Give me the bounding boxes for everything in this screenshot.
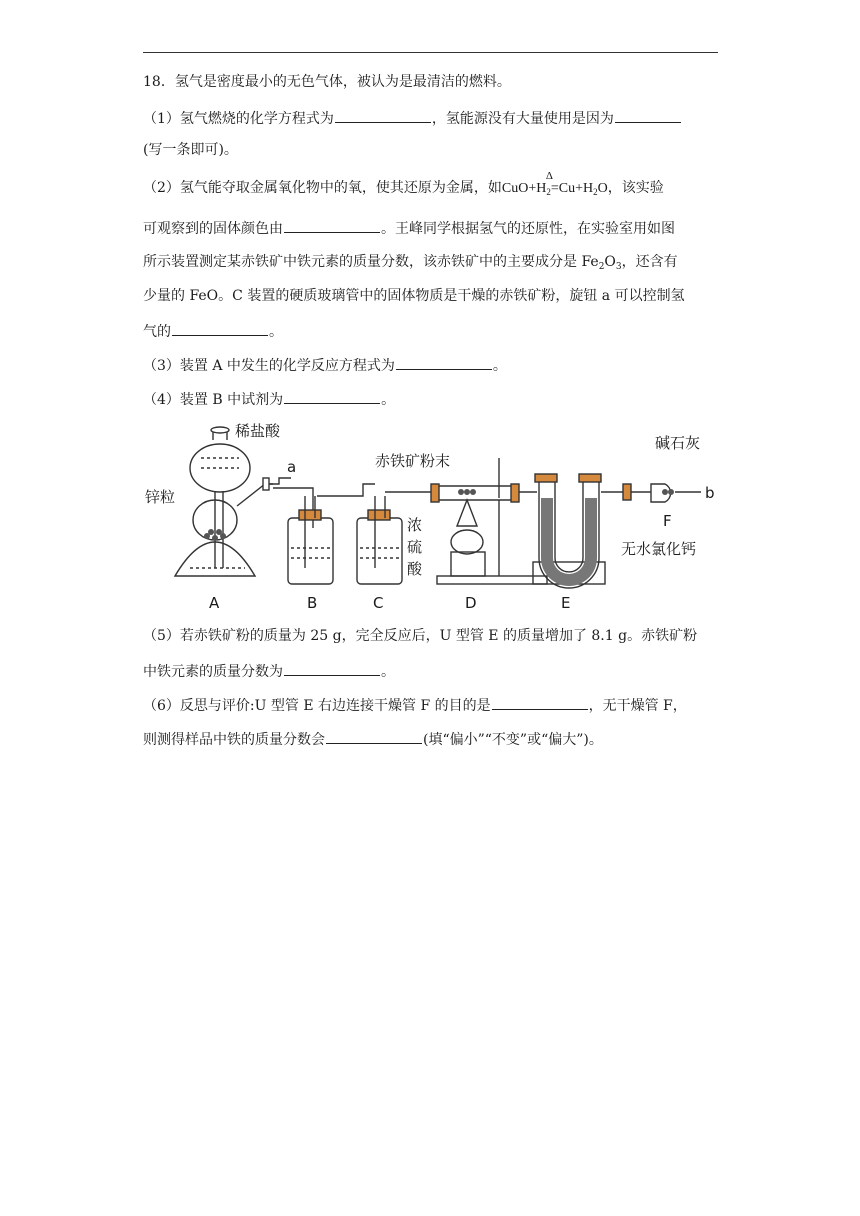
label-C: C — [373, 594, 384, 612]
label-hematite: 赤铁矿粉末 — [375, 452, 451, 470]
apparatus-D — [431, 458, 547, 584]
part-4: （4）装置 B 中试剂为 。 — [143, 388, 733, 410]
answer-blank[interactable] — [396, 354, 492, 370]
label-cacl2: 无水氯化钙 — [621, 540, 697, 558]
label-conc-3: 酸 — [407, 560, 423, 578]
label-D: D — [465, 594, 477, 612]
answer-blank[interactable] — [335, 107, 431, 123]
chemical-equation: $CuO+H_2$ Δ $=Cu+H_2O$ — [501, 170, 608, 197]
question-stem: 18．氢气是密度最小的无色气体，被认为是最清洁的燃料。 — [143, 74, 511, 90]
label-A: A — [209, 594, 220, 612]
apparatus-A — [175, 427, 273, 576]
part-1-text-b: ，氢能源没有大量使用是因为 — [431, 111, 614, 127]
part-1-line-1 — [143, 107, 733, 129]
part-2-line-3: 所示装置测定某赤铁矿中铁元素的质量分数，该赤铁矿中的主要成分是 $Fe_2O_3$，还含有 — [143, 254, 678, 272]
part-6-line-2: 则测得样品中铁的质量分数会 (填“偏小”“不变”或“偏大”)。 — [143, 728, 733, 750]
part-3: （3）装置 A 中发生的化学反应方程式为 。 — [143, 354, 733, 376]
apparatus-C — [357, 496, 402, 584]
answer-blank[interactable] — [492, 694, 588, 710]
part-5-line-1: （5）若赤铁矿粉的质量为 25 g，完全反应后，U 型管 E 的质量增加了 8.1 g。赤铁矿粉 — [143, 628, 698, 644]
answer-blank[interactable] — [615, 107, 681, 123]
label-zinc: 锌粒 — [145, 488, 176, 506]
part-5-line-2: 中铁元素的质量分数为 。 — [143, 660, 733, 682]
label-conc-2: 硫 — [407, 538, 423, 556]
label-soda-lime: 碱石灰 — [655, 434, 701, 452]
part-2-line-1 — [143, 170, 733, 199]
part-1-text-a: （1）氢气燃烧的化学方程式为 — [143, 111, 334, 127]
label-outlet-b: b — [705, 484, 715, 502]
part-6-line-1: （6）反思与评价:U 型管 E 右边连接干燥管 F 的目的是 ，无干燥管 F， — [143, 694, 733, 716]
answer-blank[interactable] — [284, 388, 380, 404]
label-dilute-hcl: 稀盐酸 — [235, 422, 281, 440]
label-E: E — [561, 594, 571, 612]
label-B: B — [307, 594, 318, 612]
answer-blank[interactable] — [326, 728, 422, 744]
apparatus-diagram — [135, 418, 747, 614]
answer-blank[interactable] — [284, 217, 380, 233]
label-conc-1: 浓 — [407, 516, 423, 534]
part-2-text-a: （2）氢气能夺取金属氧化物中的氧，使其还原为金属，如 — [143, 180, 502, 196]
label-F: F — [663, 512, 672, 530]
part-2-text-b: ，该实验 — [607, 180, 664, 196]
apparatus-F — [623, 484, 701, 502]
answer-blank[interactable] — [172, 320, 268, 336]
part-2-line-5: 气的 。 — [143, 320, 733, 342]
label-valve-a: a — [287, 458, 297, 476]
answer-blank[interactable] — [284, 660, 380, 676]
apparatus-B — [288, 496, 333, 584]
part-1-line-2: (写一条即可)。 — [143, 142, 238, 158]
part-2-line-2: 可观察到的固体颜色由 。王峰同学根据氢气的还原性，在实验室用如图 — [143, 217, 733, 239]
top-rule — [143, 52, 718, 53]
part-2-line-4: 少量的 FeO。C 装置的硬质玻璃管中的固体物质是干燥的赤铁矿粉，旋钮 a 可以控制氢 — [143, 288, 685, 304]
